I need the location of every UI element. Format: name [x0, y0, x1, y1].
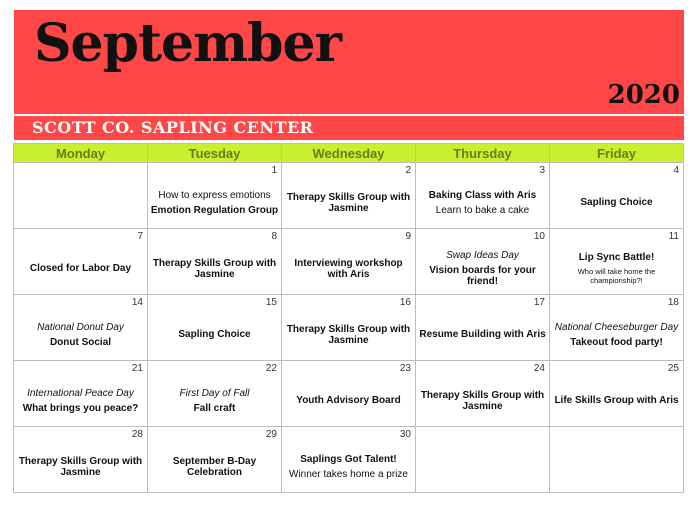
day-number: 17: [533, 297, 545, 308]
day-cell: [416, 163, 550, 229]
day-number: 23: [399, 363, 411, 374]
event-title: Therapy Skills Group with Jasmine: [286, 191, 411, 214]
week-row: [14, 229, 684, 295]
event-title: Therapy Skills Group with Jasmine: [286, 323, 411, 346]
event-title: Therapy Skills Group with Jasmine: [18, 455, 143, 478]
day-cell: [148, 361, 282, 427]
day-events: [284, 377, 413, 424]
center-name: SCOTT CO. SAPLING CENTER: [32, 118, 314, 137]
day-events: [150, 377, 279, 424]
day-events: [150, 245, 279, 292]
day-cell: [14, 163, 148, 229]
weekday-header-row: [14, 144, 684, 163]
day-events: [552, 377, 681, 424]
day-number: 24: [533, 363, 545, 374]
day-number: 22: [265, 363, 277, 374]
day-events: [552, 245, 681, 292]
day-events: [16, 377, 145, 424]
event-title: Lip Sync Battle!: [578, 252, 655, 263]
week-row: [14, 427, 684, 493]
year-label: 2020: [607, 80, 680, 110]
day-events: [284, 245, 413, 292]
day-number: 29: [265, 429, 277, 440]
day-number: 3: [539, 165, 545, 176]
event-note: Winner takes home a prize: [289, 468, 408, 480]
event-title: Saplings Got Talent!: [300, 453, 397, 465]
observance-label: International Peace Day: [27, 387, 134, 399]
day-cell: [282, 361, 416, 427]
day-events: [150, 179, 279, 226]
day-events: [418, 443, 547, 490]
day-cell: [148, 427, 282, 493]
day-events: [418, 179, 547, 226]
month-title: September: [34, 13, 341, 74]
header-banner: [14, 10, 684, 140]
event-title: Takeout food party!: [570, 336, 663, 348]
event-title: Resume Building with Aris: [419, 329, 546, 340]
day-events: [552, 311, 681, 358]
day-number: 21: [131, 363, 143, 374]
day-cell: [148, 295, 282, 361]
event-title: Vision boards for your friend!: [429, 265, 536, 287]
week-row: [14, 295, 684, 361]
day-number: 2: [405, 165, 411, 176]
day-number: 25: [667, 363, 679, 374]
observance-label: National Cheeseburger Day: [554, 321, 679, 333]
day-cell: [14, 361, 148, 427]
weekday-header: Wednesday: [282, 144, 416, 163]
banner-divider: [14, 114, 684, 116]
day-number: 18: [667, 297, 679, 308]
day-cell: [282, 295, 416, 361]
event-note: Who will take home the championship?!: [577, 267, 656, 285]
day-cell: [14, 295, 148, 361]
weekday-header: Tuesday: [148, 144, 282, 163]
weekday-header: Friday: [550, 144, 684, 163]
day-cell: [550, 427, 684, 493]
day-cell: [282, 427, 416, 493]
event-title: What brings you peace?: [22, 402, 139, 414]
day-events: [284, 179, 413, 226]
observance-label: National Donut Day: [37, 321, 124, 333]
event-title: Life Skills Group with Aris: [554, 395, 679, 406]
day-events: [16, 179, 145, 226]
day-cell: [148, 229, 282, 295]
day-events: [16, 311, 145, 358]
day-events: [284, 443, 413, 490]
event-title: Therapy Skills Group with Jasmine: [420, 389, 545, 412]
day-events: [418, 377, 547, 424]
day-cell: [14, 229, 148, 295]
day-cell: [550, 361, 684, 427]
day-number: 4: [673, 165, 679, 176]
day-events: [552, 443, 681, 490]
event-title: Donut Social: [49, 336, 112, 348]
event-note: How to express emotions: [158, 189, 271, 201]
observance-label: Swap Ideas Day: [446, 250, 519, 261]
day-events: [284, 311, 413, 358]
day-number: 15: [265, 297, 277, 308]
event-title: September B-Day Celebration: [172, 455, 257, 478]
day-number: 14: [131, 297, 143, 308]
day-cell: [550, 229, 684, 295]
day-number: 30: [399, 429, 411, 440]
day-number: 10: [533, 231, 545, 242]
day-events: [150, 443, 279, 490]
day-cell: [416, 229, 550, 295]
day-number: 16: [399, 297, 411, 308]
calendar-grid: [13, 143, 684, 493]
day-number: 7: [137, 231, 143, 242]
day-cell: [282, 229, 416, 295]
day-events: [16, 245, 145, 292]
day-number: 1: [271, 165, 277, 176]
event-title: Youth Advisory Board: [296, 395, 401, 406]
day-events: [418, 311, 547, 358]
weekday-header: Monday: [14, 144, 148, 163]
day-cell: [14, 427, 148, 493]
day-events: [150, 311, 279, 358]
observance-label: First Day of Fall: [179, 387, 250, 399]
day-cell: [550, 163, 684, 229]
day-events: [418, 245, 547, 292]
day-cell: [282, 163, 416, 229]
event-title: Therapy Skills Group with Jasmine: [152, 257, 277, 280]
day-cell: [416, 427, 550, 493]
day-cell: [550, 295, 684, 361]
event-title: Interviewing workshop with Aris: [294, 257, 403, 280]
day-number: 8: [271, 231, 277, 242]
day-events: [16, 443, 145, 490]
weekday-header: Thursday: [416, 144, 550, 163]
event-title: Sapling Choice: [580, 197, 653, 208]
day-cell: [416, 295, 550, 361]
day-number: 28: [131, 429, 143, 440]
day-cell: [416, 361, 550, 427]
week-row: [14, 163, 684, 229]
event-title: Emotion Regulation Group: [150, 204, 279, 216]
event-note: Learn to bake a cake: [435, 204, 530, 216]
day-number: 11: [668, 231, 679, 242]
event-title: Baking Class with Aris: [428, 189, 537, 201]
day-events: [552, 179, 681, 226]
day-cell: [148, 163, 282, 229]
event-title: Closed for Labor Day: [29, 263, 132, 274]
week-row: [14, 361, 684, 427]
event-title: Fall craft: [193, 402, 236, 414]
event-title: Sapling Choice: [178, 329, 251, 340]
day-number: 9: [405, 231, 411, 242]
